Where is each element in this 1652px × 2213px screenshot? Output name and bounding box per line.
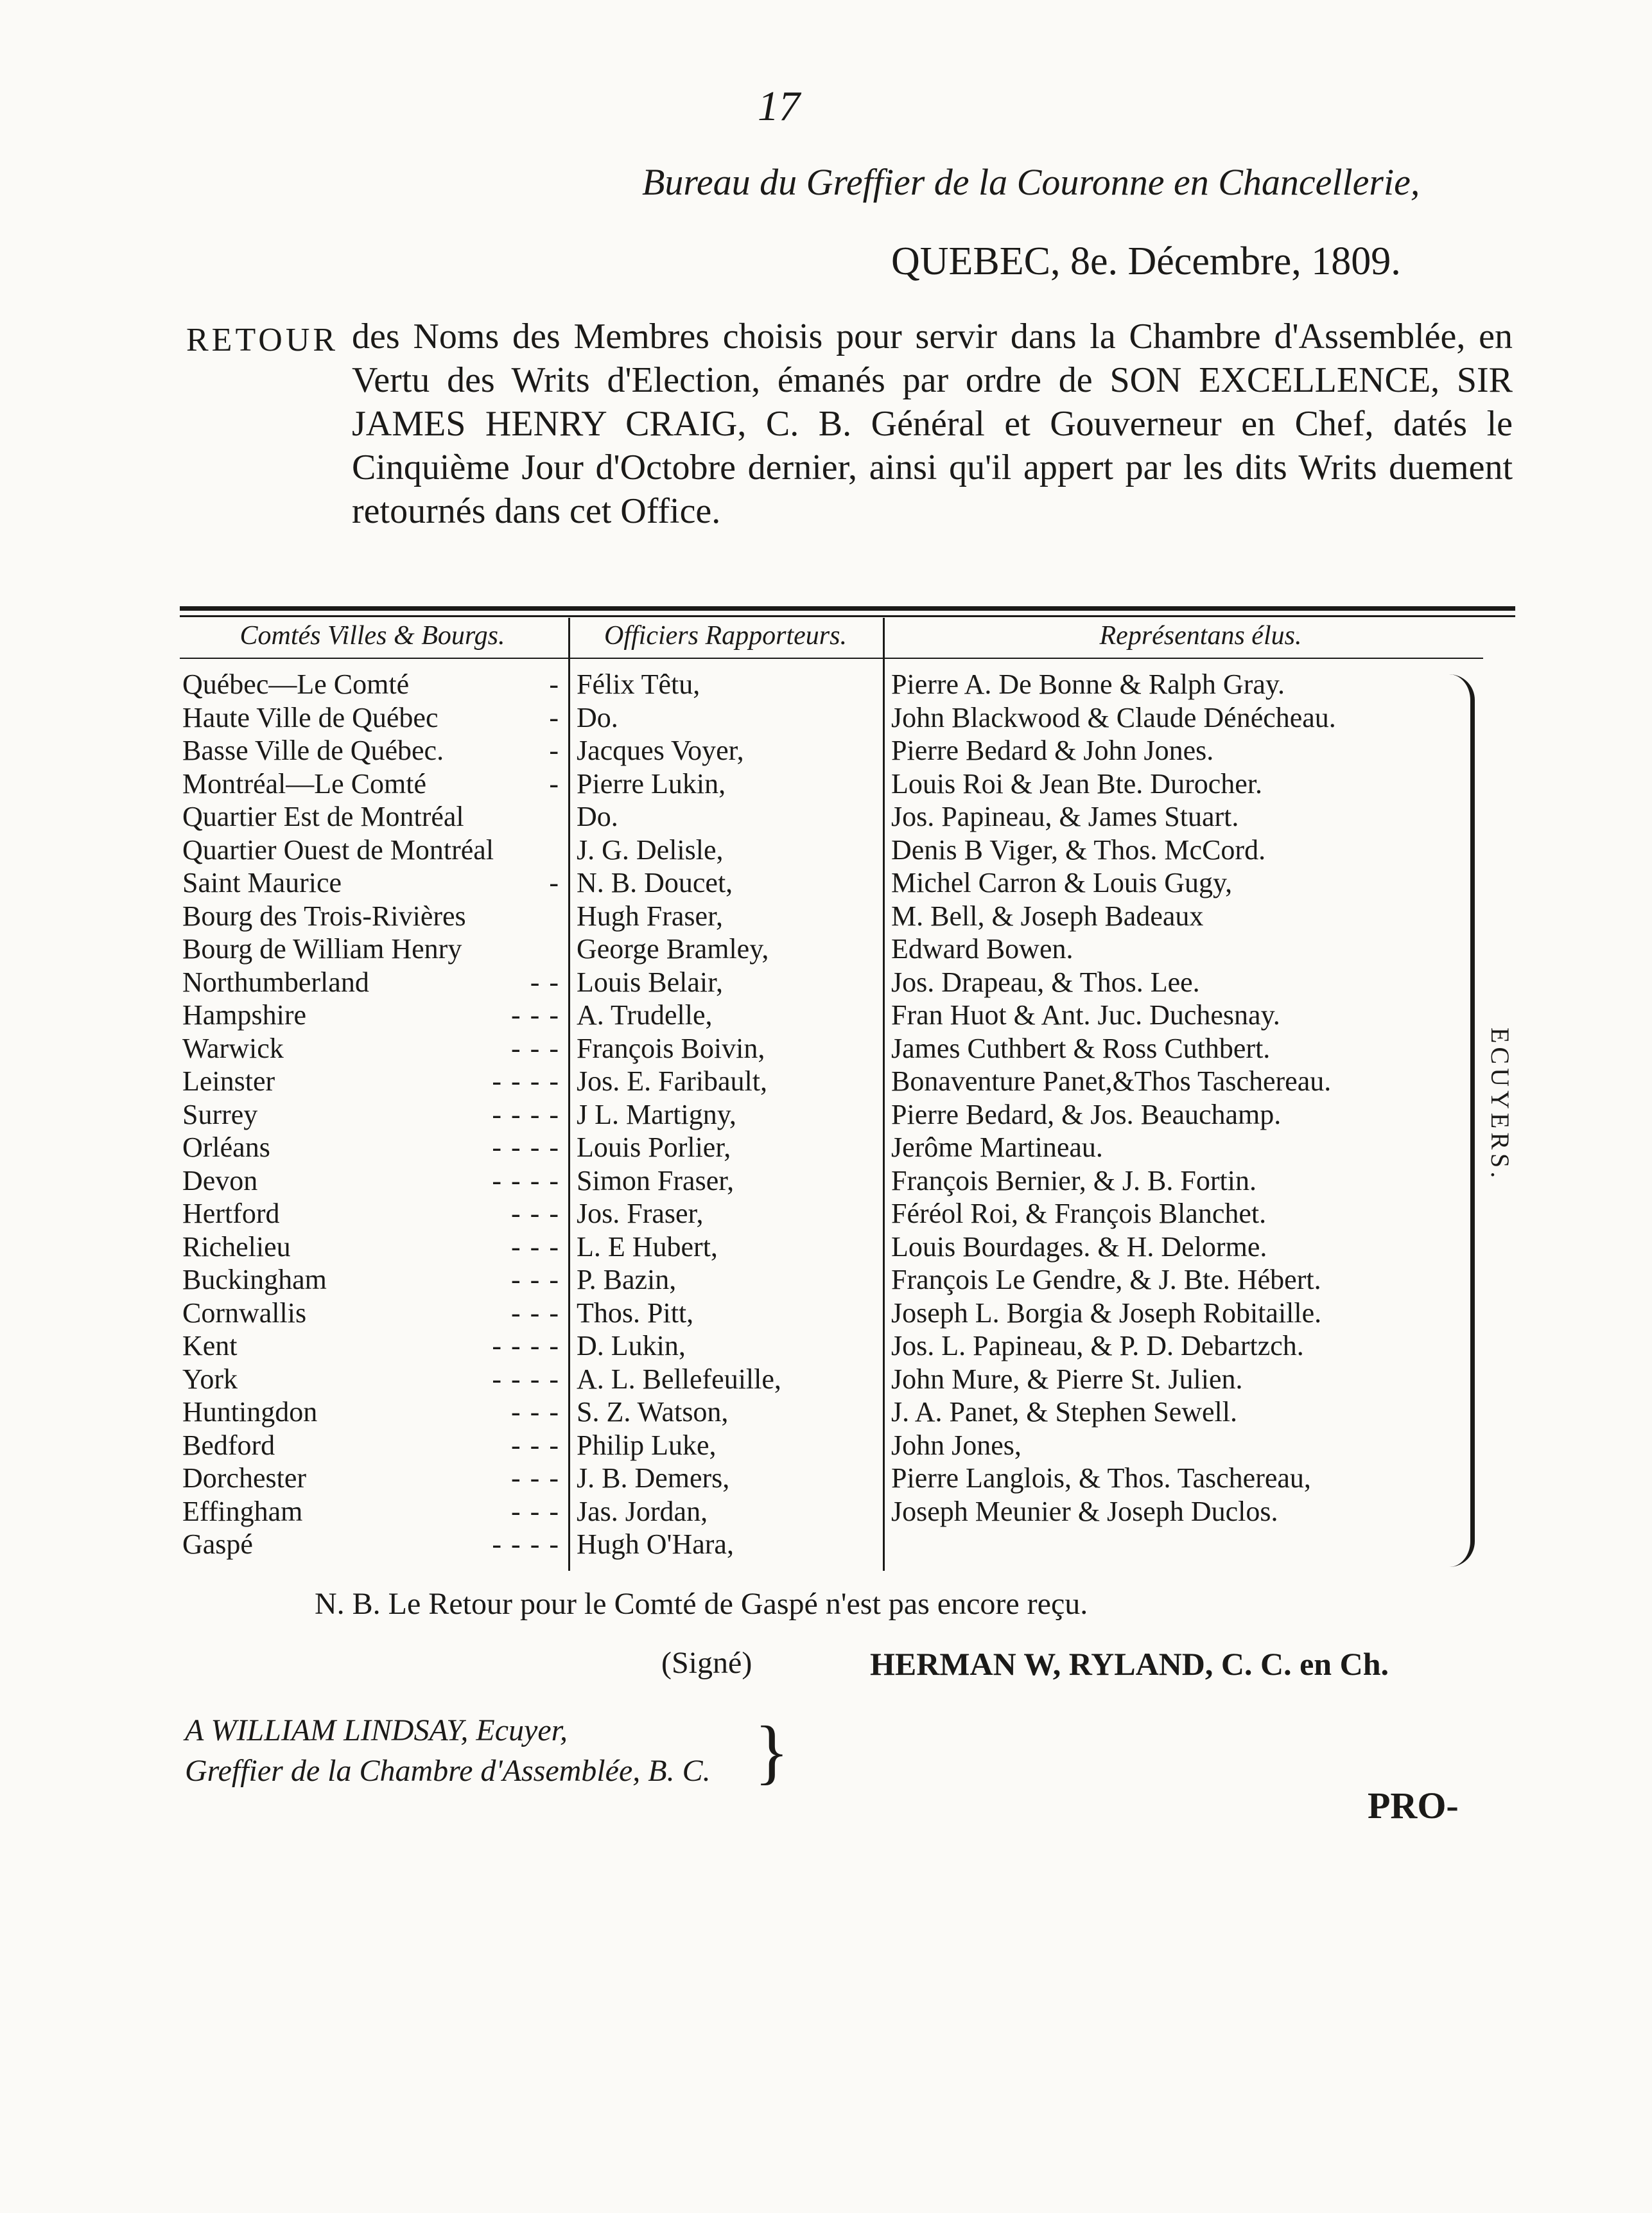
leader-dashes: - - - <box>511 1462 560 1494</box>
county-cell <box>182 999 565 1032</box>
elected-representatives: Edward Bowen. <box>891 933 1074 965</box>
returning-officer: J. G. Delisle, <box>577 834 724 866</box>
returning-officer: N. B. Doucet, <box>577 867 733 898</box>
returning-officer: Thos. Pitt, <box>577 1297 694 1329</box>
table-row <box>180 1263 1528 1297</box>
return-paragraph: des Noms des Membres choisis pour servir dans la Chambre d'Assemblée, en Vertu des Writs d'Election, émanés par ordre de SON EXCELLENCE, SIR JAMES HENRY CRAIG, C. B. Général et Gouverneur en Chef, datés le Cinquième Jour d'Octobre dernier, ainsi qu'il appert par les dits Writs duement retournés dans cet Office. <box>352 317 1513 531</box>
leader-dashes: - - - <box>511 1495 560 1527</box>
leader-dashes: - - - - <box>492 1164 560 1196</box>
table-row <box>180 1065 1528 1098</box>
leader-dashes: - - - <box>511 999 560 1031</box>
returning-officer: Jas. Jordan, <box>577 1495 708 1527</box>
leader-dashes: - - - <box>511 1429 560 1461</box>
county-cell <box>182 1429 565 1462</box>
county-name: Surrey <box>182 1098 258 1130</box>
elected-representatives: Joseph Meunier & Joseph Duclos. <box>891 1495 1278 1527</box>
returning-officer: Louis Belair, <box>577 966 723 998</box>
county-cell <box>182 1098 565 1132</box>
leader-dashes: - <box>549 701 560 733</box>
leader-dashes: - - <box>530 966 560 998</box>
county-cell <box>182 800 565 834</box>
elected-representatives: John Mure, & Pierre St. Julien. <box>891 1363 1243 1395</box>
elected-representatives: Fran Huot & Ant. Juc. Duchesnay. <box>891 999 1280 1031</box>
county-cell <box>182 1395 565 1429</box>
county-cell <box>182 1462 565 1495</box>
table-row <box>180 932 1528 966</box>
addressee-line-1: A WILLIAM LINDSAY, Ecuyer, <box>185 1713 568 1747</box>
table-row <box>180 1230 1528 1264</box>
elected-representatives: François Le Gendre, & J. Bte. Hébert. <box>891 1264 1321 1295</box>
leader-dashes: - - - - <box>492 1363 560 1395</box>
county-cell <box>182 932 565 966</box>
returning-officer: D. Lukin, <box>577 1330 686 1361</box>
leader-dashes: - <box>549 767 560 800</box>
county-name: Bourg des Trois-Rivières <box>182 900 466 932</box>
table-row <box>180 999 1528 1032</box>
county-name: York <box>182 1363 238 1395</box>
county-name: Hampshire <box>182 999 307 1031</box>
returning-officer: Philip Luke, <box>577 1429 717 1461</box>
table-row <box>180 668 1528 701</box>
returning-officer: Jacques Voyer, <box>577 735 744 766</box>
county-name: Quartier Ouest de Montréal <box>182 834 494 866</box>
header-rule <box>180 658 1483 659</box>
county-name: Warwick <box>182 1032 284 1064</box>
table-top-rule <box>180 606 1515 611</box>
leader-dashes: - - - <box>511 1396 560 1428</box>
table-row <box>180 834 1528 867</box>
table-row <box>180 800 1528 834</box>
county-cell <box>182 1164 565 1198</box>
returning-officer: S. Z. Watson, <box>577 1396 729 1428</box>
elected-representatives: M. Bell, & Joseph Badeaux <box>891 900 1204 932</box>
leader-dashes: - - - - <box>492 1098 560 1130</box>
county-cell <box>182 701 565 735</box>
table-row <box>180 1197 1528 1230</box>
county-name: Montréal—Le Comté <box>182 767 427 800</box>
county-cell <box>182 1032 565 1065</box>
leader-dashes: - - - <box>511 1230 560 1263</box>
county-name: Bourg de William Henry <box>182 933 462 965</box>
elected-representatives: J. A. Panet, & Stephen Sewell. <box>891 1396 1237 1428</box>
returning-officer: Pierre Lukin, <box>577 767 726 800</box>
county-name: Hertford <box>182 1198 280 1229</box>
returning-officer: François Boivin, <box>577 1032 765 1064</box>
county-name: Effingham <box>182 1495 303 1527</box>
leader-dashes: - - - <box>511 1264 560 1295</box>
county-name: Kent <box>182 1330 238 1361</box>
elected-representatives: Louis Roi & Jean Bte. Durocher. <box>891 767 1263 800</box>
county-name: Haute Ville de Québec <box>182 701 439 733</box>
table-row <box>180 767 1528 801</box>
election-return-table <box>180 668 1528 1561</box>
right-brace <box>1445 674 1475 1567</box>
leader-dashes: - - - <box>511 1198 560 1229</box>
leader-dashes: - - - - <box>492 1132 560 1163</box>
table-row <box>180 1462 1528 1495</box>
county-cell <box>182 1528 565 1561</box>
county-name: Orléans <box>182 1132 270 1163</box>
county-cell <box>182 834 565 867</box>
county-name: Buckingham <box>182 1264 327 1295</box>
table-row <box>180 1297 1528 1330</box>
county-name: Huntingdon <box>182 1396 318 1428</box>
table-row <box>180 1131 1528 1164</box>
county-cell <box>182 1197 565 1230</box>
table-row <box>180 1329 1528 1363</box>
elected-representatives: Pierre Bedard, & Jos. Beauchamp. <box>891 1098 1282 1130</box>
table-row <box>180 1164 1528 1198</box>
table-row <box>180 1363 1528 1396</box>
elected-representatives: Jos. Drapeau, & Thos. Lee. <box>891 966 1200 998</box>
table-row <box>180 1032 1528 1065</box>
county-cell <box>182 1065 565 1098</box>
nb-note: N. B. Le Retour pour le Comté de Gaspé n'est pas encore reçu. <box>315 1587 1088 1621</box>
county-cell <box>182 668 565 701</box>
county-cell <box>182 1363 565 1396</box>
elected-representatives: John Jones, <box>891 1429 1022 1461</box>
county-name: Dorchester <box>182 1462 307 1494</box>
elected-representatives: Joseph L. Borgia & Joseph Robitaille. <box>891 1297 1322 1329</box>
return-label: RETOUR <box>186 322 339 358</box>
elected-representatives: Jos. L. Papineau, & P. D. Debartzch. <box>891 1330 1304 1361</box>
leader-dashes: - - - <box>511 1032 560 1064</box>
table-row <box>180 734 1528 767</box>
returning-officer: George Bramley, <box>577 933 769 965</box>
table-row <box>180 1098 1528 1132</box>
elected-representatives: Denis B Viger, & Thos. McCord. <box>891 834 1266 866</box>
signatory: HERMAN W, RYLAND, C. C. en Ch. <box>870 1646 1389 1682</box>
returning-officer: Do. <box>577 701 618 733</box>
county-cell <box>182 966 565 999</box>
returning-officer: J. B. Demers, <box>577 1462 730 1494</box>
elected-representatives: James Cuthbert & Ross Cuthbert. <box>891 1032 1271 1064</box>
county-cell <box>182 1131 565 1164</box>
returning-officer: Jos. Fraser, <box>577 1198 704 1229</box>
county-cell <box>182 1495 565 1528</box>
leader-dashes: - - - <box>511 1297 560 1329</box>
returning-officer: Do. <box>577 801 618 832</box>
returning-officer: A. Trudelle, <box>577 999 713 1031</box>
table-row <box>180 1495 1528 1528</box>
returning-officer: A. L. Bellefeuille, <box>577 1363 781 1395</box>
county-cell <box>182 1329 565 1363</box>
table-row <box>180 900 1528 933</box>
county-cell <box>182 734 565 767</box>
leader-dashes: - <box>549 867 560 898</box>
elected-representatives: Pierre Langlois, & Thos. Taschereau, <box>891 1462 1311 1494</box>
table-row <box>180 866 1528 900</box>
addressee-line-2: Greffier de la Chambre d'Assemblée, B. C. <box>185 1754 711 1788</box>
elected-representatives: Michel Carron & Louis Gugy, <box>891 867 1233 898</box>
county-cell <box>182 1297 565 1330</box>
elected-representatives: Jerôme Martineau. <box>891 1132 1103 1163</box>
table-row <box>180 1429 1528 1462</box>
header-officers: Officiers Rapporteurs. <box>604 621 847 651</box>
elected-representatives: Pierre Bedard & John Jones. <box>891 735 1214 766</box>
returning-officer: Félix Têtu, <box>577 669 700 700</box>
page-number: 17 <box>758 83 800 130</box>
returning-officer: Hugh O'Hara, <box>577 1528 734 1560</box>
county-name: Québec—Le Comté <box>182 669 410 700</box>
elected-representatives: Louis Bourdages. & H. Delorme. <box>891 1230 1267 1263</box>
header-counties: Comtés Villes & Bourgs. <box>239 621 505 651</box>
elected-representatives: John Blackwood & Claude Dénécheau. <box>891 701 1336 733</box>
bracket-label: ECUYERS. <box>1486 1028 1515 1182</box>
county-cell <box>182 1263 565 1297</box>
county-cell <box>182 866 565 900</box>
addressee-brace: } <box>754 1712 789 1792</box>
table-row <box>180 1528 1528 1561</box>
returning-officer: Jos. E. Faribault, <box>577 1065 767 1097</box>
county-cell <box>182 1230 565 1264</box>
table-row <box>180 701 1528 735</box>
leader-dashes: - - - - <box>492 1065 560 1097</box>
county-name: Leinster <box>182 1065 275 1097</box>
elected-representatives: Bonaventure Panet,&Thos Taschereau. <box>891 1065 1332 1097</box>
returning-officer: P. Bazin, <box>577 1264 677 1295</box>
header-representatives: Représentans élus. <box>1099 621 1302 651</box>
leader-dashes: - - - - <box>492 1528 560 1560</box>
county-name: Devon <box>182 1164 258 1196</box>
county-name: Richelieu <box>182 1230 291 1263</box>
returning-officer: Hugh Fraser, <box>577 900 723 932</box>
returning-officer: L. E Hubert, <box>577 1230 718 1263</box>
returning-officer: Louis Porlier, <box>577 1132 731 1163</box>
county-name: Basse Ville de Québec. <box>182 735 444 766</box>
county-name: Cornwallis <box>182 1297 307 1329</box>
table-row <box>180 1395 1528 1429</box>
catchword: PRO- <box>1368 1785 1459 1826</box>
elected-representatives: Féréol Roi, & François Blanchet. <box>891 1198 1267 1229</box>
county-name: Quartier Est de Montréal <box>182 801 464 832</box>
elected-representatives: François Bernier, & J. B. Fortin. <box>891 1164 1256 1196</box>
signed-label: (Signé) <box>661 1646 752 1680</box>
elected-representatives: Jos. Papineau, & James Stuart. <box>891 801 1239 832</box>
county-cell <box>182 900 565 933</box>
office-header: Bureau du Greffier de la Couronne en Chancellerie, <box>642 161 1420 203</box>
table-top-rule-thin <box>180 615 1515 617</box>
leader-dashes: - <box>549 669 560 700</box>
county-name: Saint Maurice <box>182 867 342 898</box>
county-name: Gaspé <box>182 1528 253 1560</box>
table-row <box>180 966 1528 999</box>
date-line: QUEBEC, 8e. Décembre, 1809. <box>891 240 1401 283</box>
county-cell <box>182 767 565 801</box>
county-name: Bedford <box>182 1429 275 1461</box>
returning-officer: J L. Martigny, <box>577 1098 736 1130</box>
leader-dashes: - - - - <box>492 1330 560 1361</box>
returning-officer: Simon Fraser, <box>577 1164 735 1196</box>
county-name: Northumberland <box>182 966 369 998</box>
elected-representatives: Pierre A. De Bonne & Ralph Gray. <box>891 669 1285 700</box>
leader-dashes: - <box>549 735 560 766</box>
